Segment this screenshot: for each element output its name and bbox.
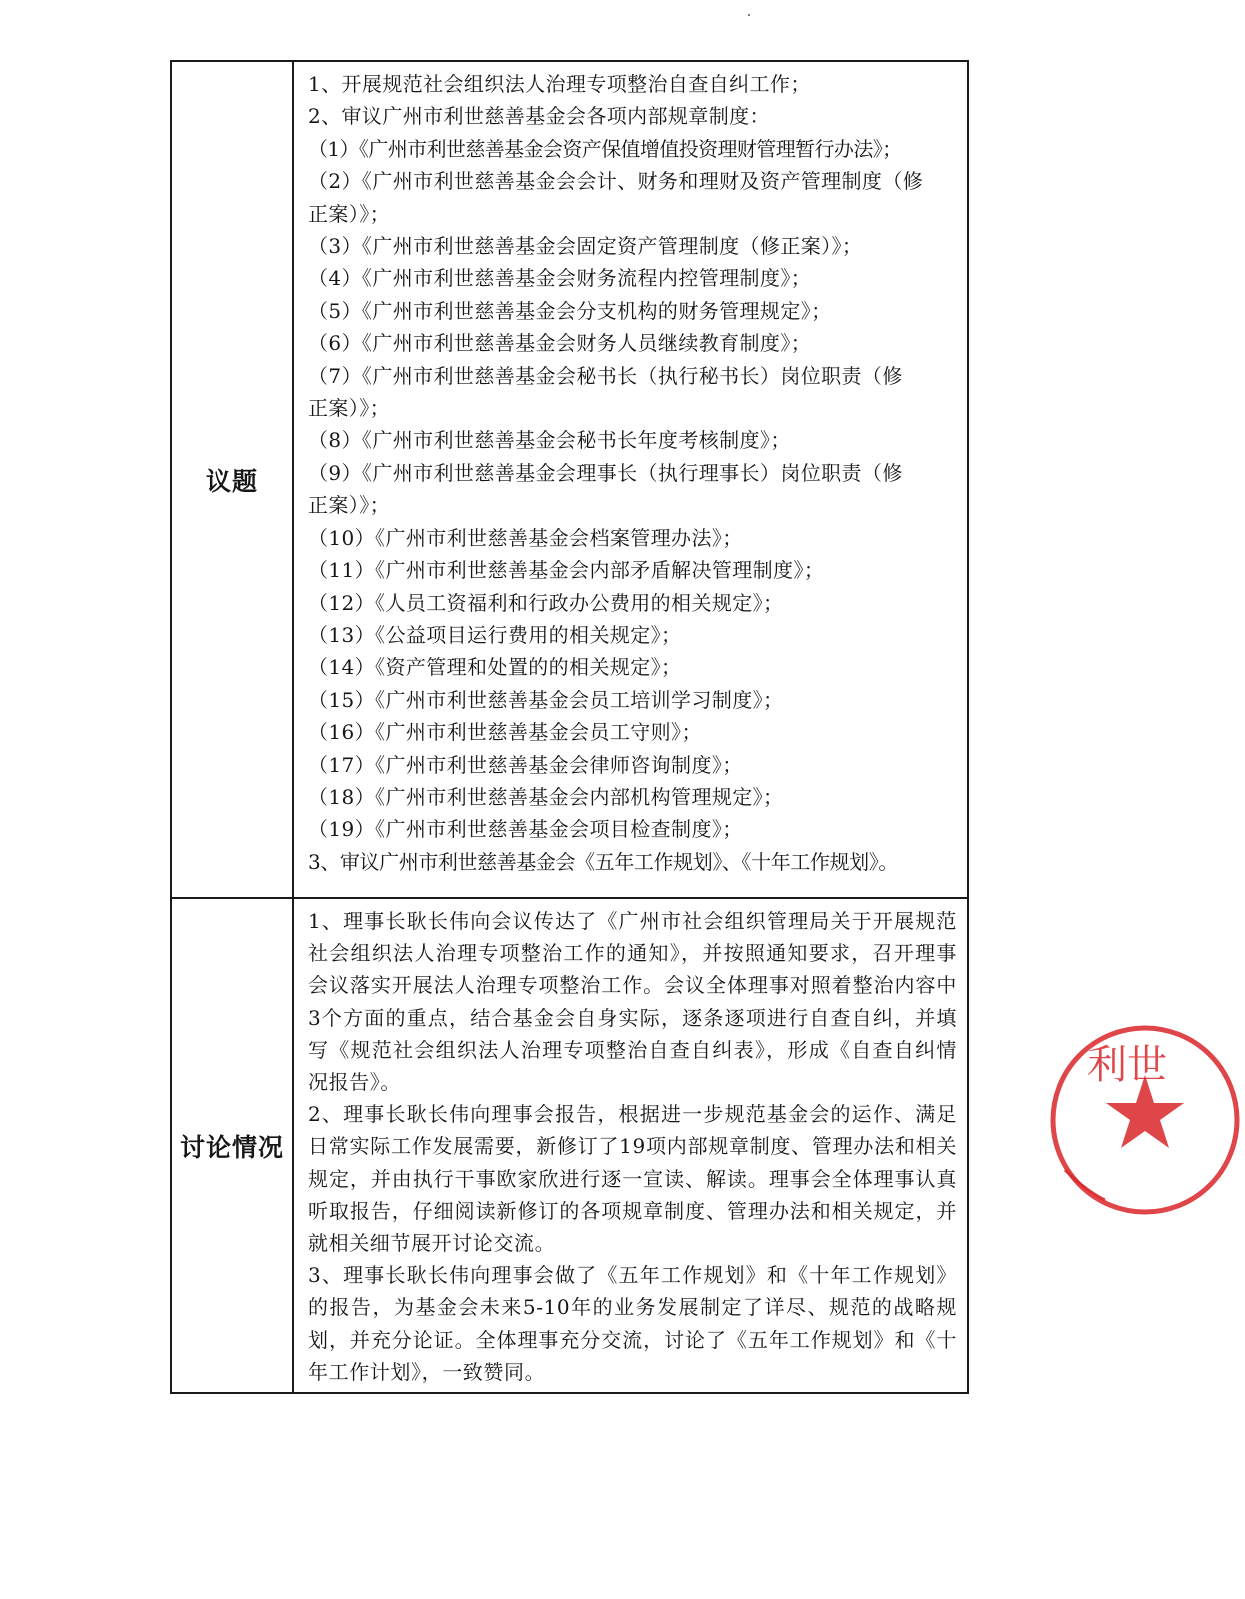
seal-text: 利世 <box>1087 1042 1167 1088</box>
agenda-line: 正案）》； <box>308 201 390 226</box>
agenda-line: 1、开展规范社会组织法人治理专项整治自查自纠工作； <box>308 72 811 96</box>
red-seal-stamp <box>1045 1020 1245 1220</box>
agenda-line: 3、审议广州市利世慈善基金会《五年工作规划》、《十年工作规划》。 <box>308 849 898 874</box>
scan-speck <box>748 14 750 16</box>
agenda-line: （3）《广州市利世慈善基金会固定资产管理制度（修正案）》； <box>308 234 863 259</box>
agenda-line: （7）《广州市利世慈善基金会秘书长（执行秘书长）岗位职责（修 <box>308 363 903 388</box>
discussion-paragraph: 1、理事长耿长伟向会议传达了《广州市社会组织管理局关于开展规范社会组织法人治理专项整治工作的通知》，并按照通知要求，召开理事会议落实开展法人治理专项整治工作。会议全体理事对照着整治内容中3个方面的重点，结合基金会自身实际，逐条逐项进行自查自纠，并填写《规范社会组织法人治理专项整治自查自纠表》，形成《自查自纠情况报告》。 <box>308 909 957 1095</box>
seal-arc <box>1065 1170 1105 1200</box>
agenda-line: （16）《广州市利世慈善基金会员工守则》； <box>308 720 702 745</box>
agenda-line: （6）《广州市利世慈善基金会财务人员继续教育制度》； <box>308 331 812 356</box>
agenda-line: （1）《广州市利世慈善基金会资产保值增值投资理财管理暂行办法》； <box>308 136 902 161</box>
discussion-paragraph: 3、理事长耿长伟向理事会做了《五年工作规划》和《十年工作规划》的报告，为基金会未来5-10年的业务发展制定了详尽、规范的战略规划，并充分论证。全体理事充分交流，讨论了《五年工作规划》和《十年工作计划》，一致赞同。 <box>308 1263 957 1384</box>
agenda-line: （5）《广州市利世慈善基金会分支机构的财务管理规定》； <box>308 298 832 323</box>
discussion-content <box>293 898 968 1393</box>
agenda-line: （17）《广州市利世慈善基金会律师咨询制度》； <box>308 752 743 777</box>
discussion-label: 讨论情况 <box>171 898 293 1393</box>
agenda-line: （10）《广州市利世慈善基金会档案管理办法》； <box>308 525 743 550</box>
discussion-paragraph: 2、理事长耿长伟向理事会报告，根据进一步规范基金会的运作、满足日常实际工作发展需要，新修订了19项内部规章制度、管理办法和相关规定，并由执行干事欧家欣进行逐一宣读、解读。理事会全体理事认真听取报告，仔细阅读新修订的各项规章制度、管理办法和相关规定，并就相关细节展开讨论交流。 <box>308 1102 957 1256</box>
agenda-line: 正案）》； <box>308 493 390 518</box>
agenda-line: （9）《广州市利世慈善基金会理事长（执行理事长）岗位职责（修 <box>308 460 903 485</box>
discussion-row <box>171 898 968 1393</box>
agenda-line: （8）《广州市利世慈善基金会秘书长年度考核制度》； <box>308 428 791 453</box>
agenda-line: （15）《广州市利世慈善基金会员工培训学习制度》； <box>308 687 784 712</box>
agenda-row <box>171 61 968 898</box>
agenda-line: 2、审议广州市利世慈善基金会各项内部规章制度： <box>308 104 770 129</box>
agenda-line: （14）《资产管理和处置的的相关规定》； <box>308 655 682 680</box>
agenda-line: （4）《广州市利世慈善基金会财务流程内控管理制度》； <box>308 266 812 291</box>
agenda-content <box>293 61 968 898</box>
agenda-line: （2）《广州市利世慈善基金会会计、财务和理财及资产管理制度（修 <box>308 169 924 194</box>
agenda-line: （18）《广州市利世慈善基金会内部机构管理规定》； <box>308 784 784 809</box>
agenda-line: （13）《公益项目运行费用的相关规定》； <box>308 622 682 647</box>
agenda-line: 正案）》； <box>308 396 390 421</box>
agenda-label: 议题 <box>171 61 293 898</box>
agenda-line: （12）《人员工资福利和行政办公费用的相关规定》； <box>308 590 784 615</box>
agenda-line: （19）《广州市利世慈善基金会项目检查制度》； <box>308 817 743 842</box>
agenda-line: （11）《广州市利世慈善基金会内部矛盾解决管理制度》； <box>308 558 825 583</box>
meeting-minutes-table <box>170 60 969 1394</box>
